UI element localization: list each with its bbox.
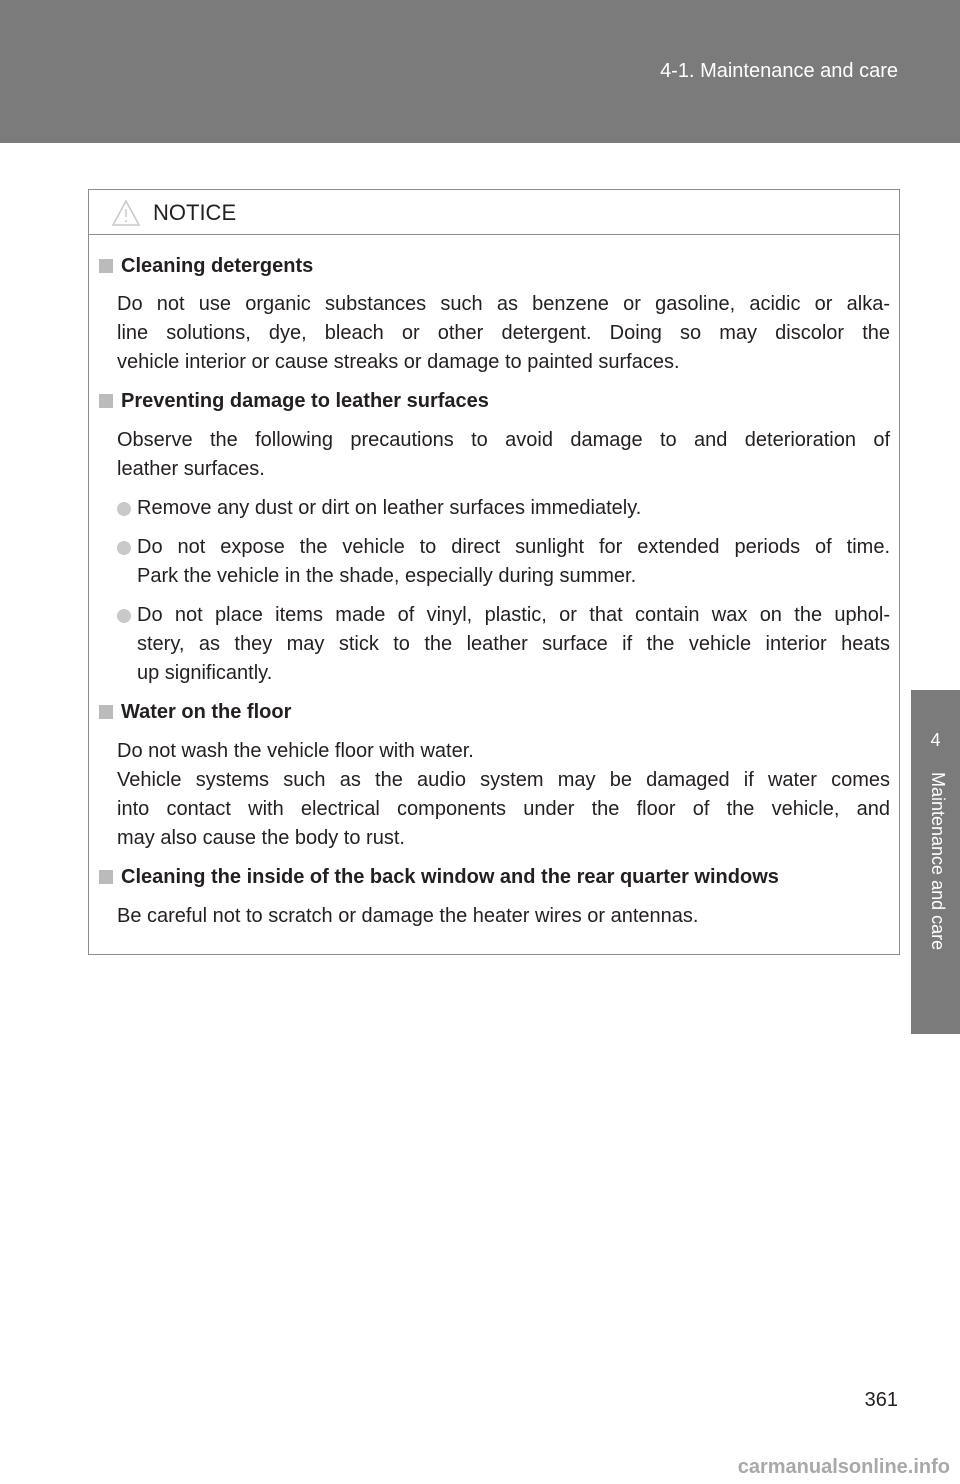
paragraph-line: line solutions, dye, bleach or other detergent. Doing so may discolor the [117, 322, 890, 344]
list-item-line: stery, as they may stick to the leather surface if the vehicle interior heats [137, 633, 890, 655]
list-item-line: Park the vehicle in the shade, especially during summer. [137, 565, 637, 587]
round-bullet-icon [117, 502, 131, 516]
section-paragraph [117, 426, 890, 484]
paragraph-line: Do not wash the vehicle floor with water. [117, 740, 474, 762]
paragraph-line: Be careful not to scratch or damage the heater wires or antennas. [117, 905, 699, 927]
paragraph-line: may also cause the body to rust. [117, 827, 405, 849]
section-heading-text: Cleaning the inside of the back window and the rear quarter windows [121, 866, 779, 888]
square-bullet-icon [99, 870, 113, 884]
section-paragraph [117, 902, 890, 931]
section-heading-back-window [99, 866, 779, 889]
section-heading-water-floor [99, 701, 291, 724]
section-heading-cleaning-detergents [99, 255, 313, 278]
section-heading-text: Water on the floor [121, 701, 292, 723]
section-paragraph [117, 737, 890, 853]
paragraph-line: Observe the following precautions to avoid damage to and deterioration of [117, 429, 890, 451]
notice-header [89, 190, 899, 235]
header-band [0, 0, 960, 143]
list-item-text [137, 494, 890, 523]
section-heading-leather [99, 390, 489, 413]
notice-box [88, 189, 900, 955]
list-item-text [137, 533, 890, 591]
warning-triangle-icon [112, 200, 140, 226]
list-item-line: up significantly. [137, 662, 273, 684]
chapter-label: Maintenance and care [928, 772, 948, 951]
round-bullet-icon [117, 541, 131, 555]
paragraph-line: Vehicle systems such as the audio system may be damaged if water comes [117, 769, 890, 791]
notice-title: NOTICE [153, 200, 237, 225]
section-title: 4-1. Maintenance and care [660, 60, 898, 82]
list-item-line: Do not place items made of vinyl, plastic, or that contain wax on the uphol- [137, 604, 890, 626]
watermark[interactable]: carmanualsonline.info [737, 1456, 950, 1478]
round-bullet-icon [117, 609, 131, 623]
paragraph-line: into contact with electrical components under the floor of the vehicle, and [117, 798, 890, 820]
chapter-side-tab[interactable] [911, 690, 960, 1034]
paragraph-line: vehicle interior or cause streaks or damage to painted surfaces. [117, 351, 680, 373]
list-item-line: Do not expose the vehicle to direct sunlight for extended periods of time. [137, 536, 890, 558]
section-heading-text: Cleaning detergents [121, 255, 314, 277]
paragraph-line: Do not use organic substances such as benzene or gasoline, acidic or alka- [117, 293, 890, 315]
chapter-number: 4 [930, 730, 941, 750]
square-bullet-icon [99, 705, 113, 719]
section-heading-text: Preventing damage to leather surfaces [121, 390, 489, 412]
list-item-text [137, 601, 890, 688]
section-paragraph [117, 290, 890, 377]
list-item-line: Remove any dust or dirt on leather surfaces immediately. [137, 497, 642, 519]
square-bullet-icon [99, 394, 113, 408]
page-number: 361 [864, 1389, 898, 1411]
paragraph-line: leather surfaces. [117, 458, 265, 480]
square-bullet-icon [99, 259, 113, 273]
